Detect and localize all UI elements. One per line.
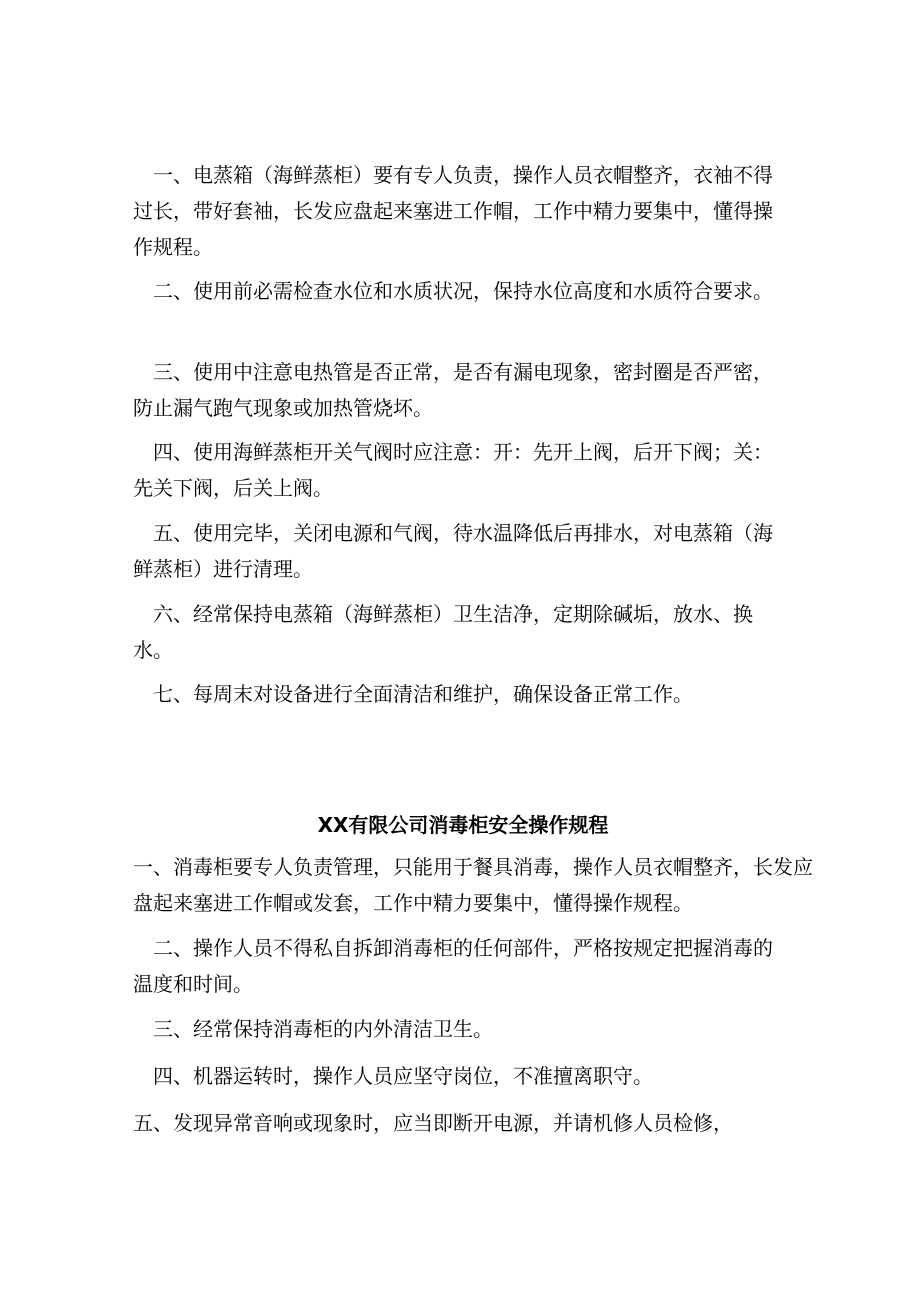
paragraph-steamer-rule-2: 二、使用前必需检查水位和水质状况，保持水位高度和水质符合要求。 xyxy=(133,279,773,303)
paragraph-steamer-rule-1: 一、电蒸箱（海鲜蒸柜）要有专人负责，操作人员衣帽整齐，衣袖不得过长，带好套袖，长发应盘起来塞进工作帽，工作中精力要集中，懂得操作规程。 xyxy=(133,163,773,259)
paragraph-disinfection-rule-5: 五、发现异常音响或现象时，应当即断开电源，并请机修人员检修， xyxy=(133,1111,733,1135)
paragraph-steamer-rule-7: 七、每周末对设备进行全面清洁和维护，确保设备正常工作。 xyxy=(133,682,693,706)
section-title: XX有限公司消毒柜安全操作规程 xyxy=(317,813,609,837)
paragraph-disinfection-rule-1: 一、消毒柜要专人负责管理，只能用于餐具消毒，操作人员衣帽整齐，长发应盘起来塞进工作帽或发套，工作中精力要集中，懂得操作规程。 xyxy=(133,855,813,915)
paragraph-disinfection-rule-4: 四、机器运转时，操作人员应坚守岗位，不准擅离职守。 xyxy=(133,1064,653,1088)
paragraph-steamer-rule-4: 四、使用海鲜蒸柜开关气阀时应注意：开：先开上阀，后开下阀；关：先关下阀，后关上阀。 xyxy=(133,440,773,500)
paragraph-steamer-rule-5: 五、使用完毕，关闭电源和气阀，待水温降低后再排水，对电蒸箱（海鲜蒸柜）进行清理。 xyxy=(133,521,773,581)
paragraph-disinfection-rule-2: 二、操作人员不得私自拆卸消毒柜的任何部件，严格按规定把握消毒的温度和时间。 xyxy=(133,936,773,996)
paragraph-steamer-rule-3: 三、使用中注意电热管是否正常，是否有漏电现象，密封圈是否严密，防止漏气跑气现象或加热管烧坏。 xyxy=(133,360,773,420)
paragraph-disinfection-rule-3: 三、经常保持消毒柜的内外清洁卫生。 xyxy=(133,1017,493,1041)
paragraph-steamer-rule-6: 六、经常保持电蒸箱（海鲜蒸柜）卫生洁净，定期除碱垢，放水、换水。 xyxy=(133,602,753,662)
